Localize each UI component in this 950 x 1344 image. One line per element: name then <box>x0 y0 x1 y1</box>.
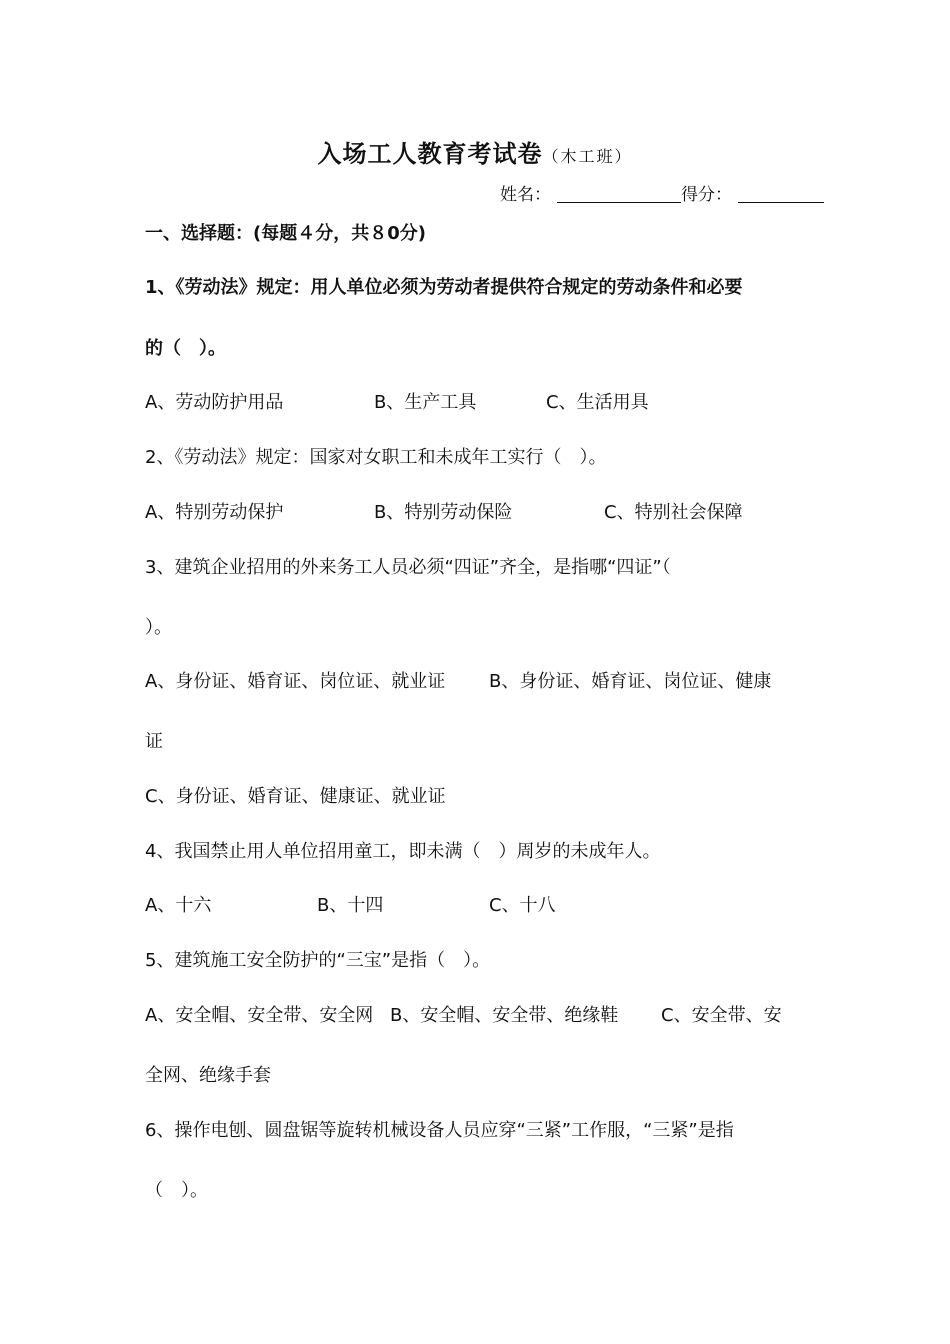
q3-option-b-wrap: 证 <box>145 731 163 752</box>
q5-option-b: B、安全帽、安全带、绝缘鞋 <box>390 1005 619 1026</box>
question-1-line-1: 1、《劳动法》规定：用人单位必须为劳动者提供符合规定的劳动条件和必要 <box>145 277 743 298</box>
q5-option-c-wrap: 全网、绝缘手套 <box>145 1065 271 1086</box>
q1-option-b: B、生产工具 <box>374 392 477 413</box>
q2-option-c: C、特别社会保障 <box>604 502 743 523</box>
score-blank <box>738 184 824 203</box>
q1-option-a: A、劳动防护用品 <box>145 392 284 413</box>
q5-option-c: C、安全带、安 <box>661 1005 782 1026</box>
q5-option-a: A、安全帽、安全带、安全网 <box>145 1005 374 1026</box>
question-1-line-2: 的（ ）。 <box>145 338 226 359</box>
q2-option-b: B、特别劳动保险 <box>374 502 513 523</box>
q4-option-c: C、十八 <box>489 895 556 916</box>
question-4-line-1: 4、我国禁止用人单位招用童工，即未满（ ）周岁的未成年人。 <box>145 841 661 862</box>
question-3-line-1: 3、建筑企业招用的外来务工人员必须“四证”齐全，是指哪“四证”（ <box>145 557 671 578</box>
q1-option-c: C、生活用具 <box>546 392 649 413</box>
q3-option-b: B、身份证、婚育证、岗位证、健康 <box>489 671 772 692</box>
name-blank <box>557 184 681 203</box>
name-label: 姓名： <box>500 185 551 205</box>
section-heading: 一、选择题：(每题４分，共８0分) <box>145 223 426 244</box>
question-6-line-2: （ ）。 <box>145 1180 208 1201</box>
question-5-line-1: 5、建筑施工安全防护的“三宝”是指（ ）。 <box>145 950 491 971</box>
q4-option-a: A、十六 <box>145 895 212 916</box>
question-2-line-1: 2、《劳动法》规定：国家对女职工和未成年工实行（ ）。 <box>145 447 607 468</box>
title-main: 入场工人教育考试卷 <box>317 139 543 168</box>
q2-option-a: A、特别劳动保护 <box>145 502 284 523</box>
q3-option-a: A、身份证、婚育证、岗位证、就业证 <box>145 671 446 692</box>
exam-title <box>0 134 950 169</box>
score-label: 得分： <box>681 185 732 205</box>
title-subtitle: （木工班） <box>542 147 633 166</box>
q4-option-b: B、十四 <box>317 895 384 916</box>
question-3-line-2: ）。 <box>145 617 172 638</box>
question-6-line-1: 6、操作电刨、圆盘锯等旋转机械设备人员应穿“三紧”工作服，“三紧”是指 <box>145 1120 734 1141</box>
name-score-row <box>500 180 824 205</box>
q3-option-c: C、身份证、婚育证、健康证、就业证 <box>145 786 446 807</box>
